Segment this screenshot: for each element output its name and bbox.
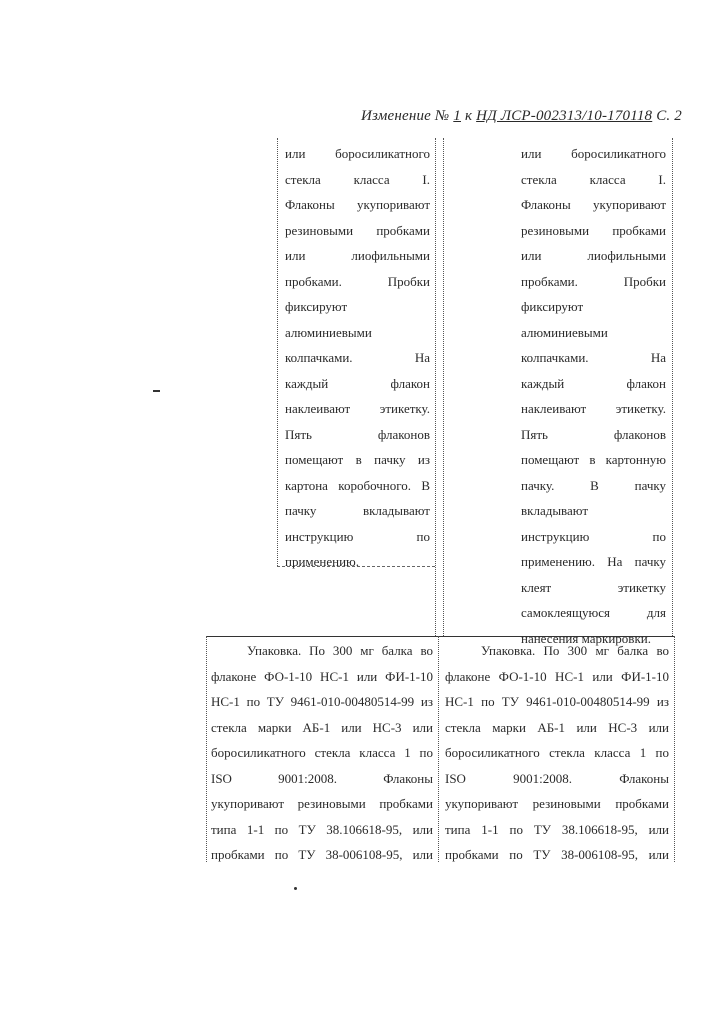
text-line: фиксируют <box>521 299 584 314</box>
text-line: типа 1-1 по ТУ 38.106618-95, или <box>211 821 433 837</box>
text-line: укупоривают резиновыми пробками <box>445 796 669 811</box>
text-line: пробками. Пробки <box>521 273 666 289</box>
header-connector: к <box>464 108 473 124</box>
upper-right-col-left-border <box>443 138 444 636</box>
text-line: инструкцию по <box>285 528 430 544</box>
text-line: наклеивают этикетку. <box>285 401 430 416</box>
text-line: наклеивают этикетку. <box>521 401 666 416</box>
text-line: стекла класса I. <box>521 171 666 187</box>
text-line: боросиликатного стекла класса 1 по <box>211 745 433 760</box>
lower-right-col-border <box>674 636 675 862</box>
text-line: Пять флаконов <box>285 426 430 442</box>
header-page: С. 2 <box>656 108 682 124</box>
upper-left-col-right-border <box>435 138 436 636</box>
text-line: Флаконы укупоривают <box>521 197 666 212</box>
text-line: алюминиевыми <box>285 324 372 340</box>
text-line: стекла марки АБ-1 или НС-3 или <box>211 719 433 735</box>
text-line: применению. На пачку <box>521 554 666 569</box>
text-line: клеят этикетку <box>521 579 666 595</box>
text-line: каждый флакон <box>521 375 666 391</box>
text-line: пачку. В пачку <box>521 477 666 493</box>
text-line: типа 1-1 по ТУ 38.106618-95, или <box>445 821 669 837</box>
lower-left-col-border <box>206 636 207 862</box>
text-line: ISO 9001:2008. Флаконы <box>211 770 433 786</box>
text-line: самоклеящуюся для <box>521 605 666 620</box>
text-line: укупоривают резиновыми пробками <box>211 796 433 811</box>
scan-artifact <box>294 887 297 890</box>
text-line: или боросиликатного <box>521 146 666 161</box>
text-line: пробками. Пробки <box>285 273 430 289</box>
text-line: пробками по ТУ 38-006108-95, или <box>211 847 433 862</box>
page-header <box>361 108 682 125</box>
text-line: резиновыми пробками <box>285 222 430 238</box>
text-line: или лиофильными <box>285 248 430 263</box>
text-line: Упаковка. По 300 мг балка во <box>247 643 433 658</box>
text-line: или лиофильными <box>521 248 666 263</box>
upper-right-text <box>521 141 666 651</box>
text-line: стекла марки АБ-1 или НС-3 или <box>445 719 669 735</box>
text-line: каждый флакон <box>285 375 430 391</box>
upper-right-col-right-border <box>672 138 673 636</box>
text-line: колпачками. На <box>285 350 430 365</box>
text-line: НС-1 по ТУ 9461-010-00480514-99 из <box>211 694 433 709</box>
text-line: резиновыми пробками <box>521 222 666 238</box>
text-line: инструкцию по <box>521 528 666 544</box>
text-line: нанесения маркировки. <box>521 630 651 646</box>
scan-artifact <box>153 390 160 392</box>
text-line: ISO 9001:2008. Флаконы <box>445 770 669 786</box>
text-line: НС-1 по ТУ 9461-010-00480514-99 из <box>445 694 669 709</box>
upper-left-col-left-border <box>277 138 278 566</box>
text-line: фиксируют <box>285 299 348 314</box>
header-prefix: Изменение № <box>361 108 450 124</box>
header-doc-code: НД ЛСР-002313/10-170118 <box>476 108 653 124</box>
text-line: пачку вкладывают <box>285 503 430 518</box>
text-line: Пять флаконов <box>521 426 666 442</box>
text-line: Упаковка. По 300 мг балка во <box>481 643 669 658</box>
text-line: вкладывают <box>521 503 589 518</box>
text-line: пробками по ТУ 38-006108-95, или <box>445 847 669 862</box>
text-line: боросиликатного стекла класса 1 по <box>445 745 669 760</box>
text-line: применению. <box>285 554 360 569</box>
text-line: колпачками. На <box>521 350 666 365</box>
text-line: флаконе ФО-1-10 НС-1 или ФИ-1-10 <box>211 668 433 684</box>
text-line: флаконе ФО-1-10 НС-1 или ФИ-1-10 <box>445 668 669 684</box>
text-line: помещают в пачку из <box>285 452 430 467</box>
lower-right-text <box>445 638 669 868</box>
text-line: или боросиликатного <box>285 146 430 161</box>
lower-left-text <box>211 638 433 868</box>
text-line: помещают в картонную <box>521 452 666 467</box>
text-line: Флаконы укупоривают <box>285 197 430 212</box>
text-line: стекла класса I. <box>285 171 430 187</box>
upper-left-text <box>285 141 430 575</box>
text-line: картона коробочного. В <box>285 477 430 493</box>
text-line: алюминиевыми <box>521 324 608 340</box>
header-number: 1 <box>453 108 461 124</box>
lower-middle-col-border <box>438 636 439 862</box>
